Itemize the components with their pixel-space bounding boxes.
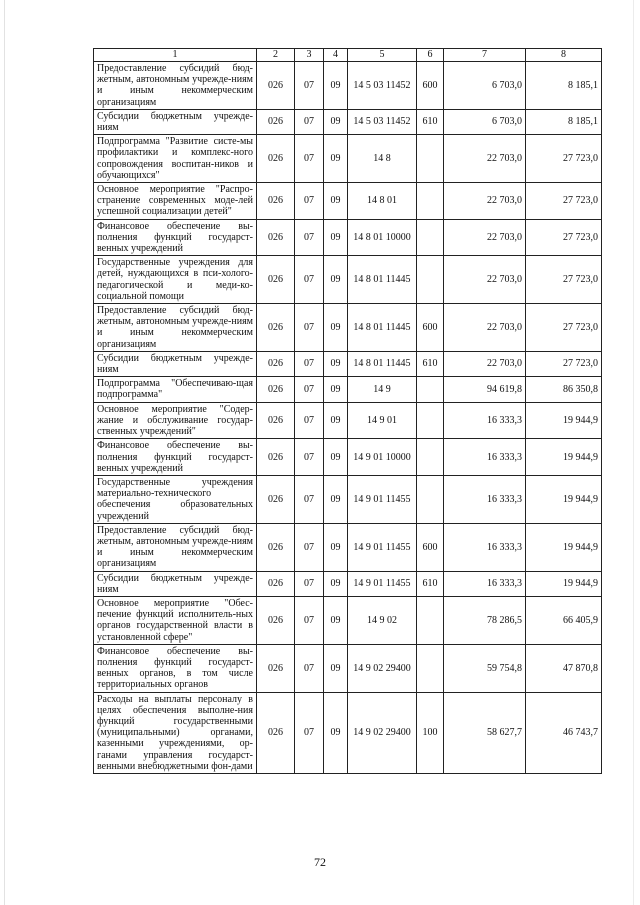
target-article-cell: 14 9 01 — [348, 402, 417, 439]
table-row — [94, 304, 602, 352]
amount-year1-cell: 94 619,8 — [444, 377, 526, 402]
section-code-cell: 07 — [295, 402, 324, 439]
row-name-cell: Финансовое обеспечение вы-полнения функций государст-венных учреждений — [94, 439, 257, 476]
column-header: 6 — [417, 49, 444, 62]
table-row — [94, 402, 602, 439]
expense-type-cell — [417, 439, 444, 476]
amount-year1-cell: 22 703,0 — [444, 183, 526, 220]
amount-year2-cell: 19 944,9 — [526, 475, 602, 523]
page-number: 72 — [314, 855, 326, 869]
subsection-code-cell: 09 — [324, 571, 348, 596]
table-row — [94, 377, 602, 402]
amount-year2-cell: 19 944,9 — [526, 523, 602, 571]
row-name-cell: Подпрограмма "Развитие систе-мы профилактики и комплекс-ного сопровождения воспитан-ников и обучающихся" — [94, 135, 257, 183]
ministry-code-cell: 026 — [257, 183, 295, 220]
subsection-code-cell: 09 — [324, 109, 348, 134]
target-article-cell: 14 9 02 — [348, 596, 417, 644]
ministry-code-cell: 026 — [257, 304, 295, 352]
table-row — [94, 692, 602, 773]
amount-year2-cell: 47 870,8 — [526, 644, 602, 692]
subsection-code-cell: 09 — [324, 402, 348, 439]
subsection-code-cell: 09 — [324, 135, 348, 183]
row-name-cell: Основное мероприятие "Распро-странение современных моде-лей успешной социализации детей" — [94, 183, 257, 220]
expense-type-cell: 610 — [417, 109, 444, 134]
subsection-code-cell: 09 — [324, 219, 348, 256]
amount-year2-cell: 27 723,0 — [526, 256, 602, 304]
section-code-cell: 07 — [295, 183, 324, 220]
budget-table — [93, 48, 602, 774]
amount-year1-cell: 78 286,5 — [444, 596, 526, 644]
amount-year1-cell: 22 703,0 — [444, 256, 526, 304]
row-name-cell: Основное мероприятие "Содер-жание и обслуживание государ-ственных учреждений" — [94, 402, 257, 439]
table-row — [94, 256, 602, 304]
amount-year1-cell: 22 703,0 — [444, 135, 526, 183]
table-row — [94, 219, 602, 256]
expense-type-cell: 600 — [417, 523, 444, 571]
subsection-code-cell: 09 — [324, 351, 348, 376]
table-row — [94, 596, 602, 644]
subsection-code-cell: 09 — [324, 304, 348, 352]
subsection-code-cell: 09 — [324, 523, 348, 571]
row-name-cell: Предоставление субсидий бюд-жетным, автономным учрежде-ниям и иным некоммерческим организациям — [94, 523, 257, 571]
ministry-code-cell: 026 — [257, 523, 295, 571]
column-header: 1 — [94, 49, 257, 62]
row-name-cell: Финансовое обеспечение вы-полнения функций государст-венных учреждений — [94, 219, 257, 256]
amount-year2-cell: 27 723,0 — [526, 351, 602, 376]
target-article-cell: 14 8 01 — [348, 183, 417, 220]
target-article-cell: 14 9 01 11455 — [348, 571, 417, 596]
section-code-cell: 07 — [295, 135, 324, 183]
row-name-cell: Подпрограмма "Обеспечиваю-щая подпрограмма" — [94, 377, 257, 402]
table-row — [94, 135, 602, 183]
subsection-code-cell: 09 — [324, 475, 348, 523]
expense-type-cell — [417, 596, 444, 644]
target-article-cell: 14 9 02 29400 — [348, 692, 417, 773]
target-article-cell: 14 8 01 11445 — [348, 304, 417, 352]
subsection-code-cell: 09 — [324, 62, 348, 110]
table-row — [94, 523, 602, 571]
expense-type-cell: 610 — [417, 571, 444, 596]
amount-year1-cell: 58 627,7 — [444, 692, 526, 773]
subsection-code-cell: 09 — [324, 256, 348, 304]
row-name-cell: Субсидии бюджетным учрежде-ниям — [94, 351, 257, 376]
subsection-code-cell: 09 — [324, 644, 348, 692]
page-edge-left — [4, 0, 5, 905]
table-row — [94, 571, 602, 596]
ministry-code-cell: 026 — [257, 351, 295, 376]
row-name-cell: Расходы на выплаты персоналу в целях обеспечения выполне-ния функций государственными (муниципальными) органами, казенными учреждениями, ор-ганами управления государст-венными внебюджетными фон-дами — [94, 692, 257, 773]
amount-year2-cell: 27 723,0 — [526, 135, 602, 183]
amount-year1-cell: 16 333,3 — [444, 523, 526, 571]
ministry-code-cell: 026 — [257, 256, 295, 304]
ministry-code-cell: 026 — [257, 62, 295, 110]
target-article-cell: 14 8 01 10000 — [348, 219, 417, 256]
column-header: 2 — [257, 49, 295, 62]
table-row — [94, 439, 602, 476]
section-code-cell: 07 — [295, 571, 324, 596]
expense-type-cell — [417, 256, 444, 304]
ministry-code-cell: 026 — [257, 692, 295, 773]
target-article-cell: 14 5 03 11452 — [348, 109, 417, 134]
expense-type-cell — [417, 377, 444, 402]
expense-type-cell: 100 — [417, 692, 444, 773]
page-edge-right — [633, 0, 634, 905]
subsection-code-cell: 09 — [324, 692, 348, 773]
table-row — [94, 351, 602, 376]
ministry-code-cell: 026 — [257, 377, 295, 402]
section-code-cell: 07 — [295, 644, 324, 692]
row-name-cell: Государственные учреждения для детей, нуждающихся в пси-холого-педагогической и меди-ко-социальной помощи — [94, 256, 257, 304]
target-article-cell: 14 8 01 11445 — [348, 351, 417, 376]
amount-year2-cell: 27 723,0 — [526, 183, 602, 220]
ministry-code-cell: 026 — [257, 402, 295, 439]
amount-year2-cell: 19 944,9 — [526, 402, 602, 439]
ministry-code-cell: 026 — [257, 596, 295, 644]
amount-year1-cell: 16 333,3 — [444, 571, 526, 596]
amount-year1-cell: 22 703,0 — [444, 351, 526, 376]
amount-year2-cell: 66 405,9 — [526, 596, 602, 644]
subsection-code-cell: 09 — [324, 439, 348, 476]
target-article-cell: 14 5 03 11452 — [348, 62, 417, 110]
ministry-code-cell: 026 — [257, 571, 295, 596]
table-row — [94, 475, 602, 523]
section-code-cell: 07 — [295, 351, 324, 376]
target-article-cell: 14 9 — [348, 377, 417, 402]
expense-type-cell: 600 — [417, 304, 444, 352]
expense-type-cell — [417, 219, 444, 256]
section-code-cell: 07 — [295, 377, 324, 402]
amount-year2-cell: 86 350,8 — [526, 377, 602, 402]
table-row — [94, 62, 602, 110]
target-article-cell: 14 8 01 11445 — [348, 256, 417, 304]
section-code-cell: 07 — [295, 523, 324, 571]
row-name-cell: Основное мероприятие "Обес-печение функций исполнитель-ных органов государственной власти в установленной сфере" — [94, 596, 257, 644]
row-name-cell: Субсидии бюджетным учрежде-ниям — [94, 109, 257, 134]
table-body — [94, 62, 602, 774]
column-header: 5 — [348, 49, 417, 62]
table-row — [94, 109, 602, 134]
row-name-cell: Государственные учреждения материально-технического обеспечения образовательных учреждений — [94, 475, 257, 523]
amount-year2-cell: 19 944,9 — [526, 571, 602, 596]
subsection-code-cell: 09 — [324, 596, 348, 644]
expense-type-cell: 610 — [417, 351, 444, 376]
section-code-cell: 07 — [295, 304, 324, 352]
expense-type-cell — [417, 183, 444, 220]
ministry-code-cell: 026 — [257, 135, 295, 183]
ministry-code-cell: 026 — [257, 109, 295, 134]
table-row — [94, 644, 602, 692]
amount-year1-cell: 16 333,3 — [444, 475, 526, 523]
amount-year1-cell: 6 703,0 — [444, 109, 526, 134]
row-name-cell: Финансовое обеспечение вы-полнения функций государст-венных органов, в том числе территориальных органов — [94, 644, 257, 692]
header-row — [94, 49, 602, 62]
subsection-code-cell: 09 — [324, 377, 348, 402]
section-code-cell: 07 — [295, 219, 324, 256]
section-code-cell: 07 — [295, 692, 324, 773]
column-header: 3 — [295, 49, 324, 62]
expense-type-cell — [417, 135, 444, 183]
amount-year1-cell: 22 703,0 — [444, 304, 526, 352]
amount-year2-cell: 8 185,1 — [526, 109, 602, 134]
target-article-cell: 14 8 — [348, 135, 417, 183]
ministry-code-cell: 026 — [257, 475, 295, 523]
column-header: 4 — [324, 49, 348, 62]
row-name-cell: Предоставление субсидий бюд-жетным, автономным учрежде-ниям и иным некоммерческим организациям — [94, 62, 257, 110]
section-code-cell: 07 — [295, 62, 324, 110]
target-article-cell: 14 9 01 11455 — [348, 475, 417, 523]
section-code-cell: 07 — [295, 596, 324, 644]
amount-year1-cell: 22 703,0 — [444, 219, 526, 256]
amount-year1-cell: 16 333,3 — [444, 402, 526, 439]
amount-year2-cell: 46 743,7 — [526, 692, 602, 773]
amount-year2-cell: 8 185,1 — [526, 62, 602, 110]
target-article-cell: 14 9 01 11455 — [348, 523, 417, 571]
column-header: 7 — [444, 49, 526, 62]
expense-type-cell — [417, 644, 444, 692]
section-code-cell: 07 — [295, 475, 324, 523]
table-row — [94, 183, 602, 220]
amount-year1-cell: 59 754,8 — [444, 644, 526, 692]
amount-year2-cell: 27 723,0 — [526, 304, 602, 352]
column-header: 8 — [526, 49, 602, 62]
subsection-code-cell: 09 — [324, 183, 348, 220]
expense-type-cell: 600 — [417, 62, 444, 110]
amount-year1-cell: 16 333,3 — [444, 439, 526, 476]
ministry-code-cell: 026 — [257, 439, 295, 476]
row-name-cell: Предоставление субсидий бюд-жетным, автономным учрежде-ниям и иным некоммерческим организациям — [94, 304, 257, 352]
amount-year1-cell: 6 703,0 — [444, 62, 526, 110]
ministry-code-cell: 026 — [257, 644, 295, 692]
section-code-cell: 07 — [295, 439, 324, 476]
amount-year2-cell: 27 723,0 — [526, 219, 602, 256]
target-article-cell: 14 9 02 29400 — [348, 644, 417, 692]
section-code-cell: 07 — [295, 256, 324, 304]
section-code-cell: 07 — [295, 109, 324, 134]
expense-type-cell — [417, 475, 444, 523]
amount-year2-cell: 19 944,9 — [526, 439, 602, 476]
ministry-code-cell: 026 — [257, 219, 295, 256]
row-name-cell: Субсидии бюджетным учрежде-ниям — [94, 571, 257, 596]
target-article-cell: 14 9 01 10000 — [348, 439, 417, 476]
expense-type-cell — [417, 402, 444, 439]
